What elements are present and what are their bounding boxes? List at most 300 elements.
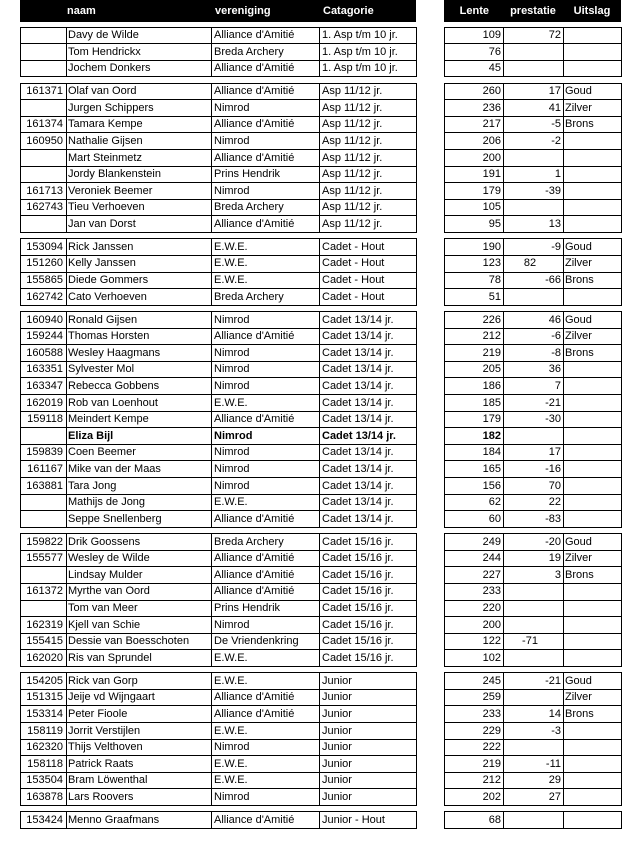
cell-prestatie: 7 — [554, 379, 561, 392]
table-row — [0, 494, 631, 510]
cell-uitslag: Goud — [565, 85, 592, 98]
cell-prestatie: 13 — [548, 217, 561, 230]
row-border — [20, 99, 621, 100]
cell-catagorie: Cadet 15/16 jr. — [322, 552, 394, 565]
cell-lente: 212 — [482, 330, 501, 343]
row-border — [20, 755, 621, 756]
cell-id: 163351 — [26, 363, 63, 376]
table-row — [0, 183, 631, 199]
cell-vereniging: Nimrod — [214, 346, 250, 359]
row-border — [20, 772, 621, 773]
cell-vereniging: Alliance d'Amitié — [214, 217, 295, 230]
table-row — [0, 345, 631, 361]
row-border — [20, 722, 621, 723]
cell-naam: Rick van Gorp — [68, 674, 138, 687]
row-border — [20, 633, 621, 634]
cell-prestatie: -66 — [545, 274, 561, 286]
cell-lente: 184 — [482, 446, 501, 459]
cell-id: 162320 — [26, 741, 63, 754]
row-border — [20, 583, 621, 584]
column-border — [66, 311, 67, 528]
cell-uitslag — [563, 478, 621, 494]
column-border — [211, 533, 212, 667]
cell-uitslag: Goud — [565, 674, 592, 687]
cell-uitslag — [563, 411, 621, 427]
column-border — [621, 27, 622, 78]
cell-prestatie: -39 — [545, 184, 561, 197]
cell-naam: Bram Löwenthal — [68, 774, 148, 787]
cell-naam: Tom Hendrickx — [68, 45, 141, 58]
header-row — [0, 0, 631, 22]
cell-id: 159839 — [26, 446, 63, 459]
row-border — [20, 427, 621, 428]
cell-naam: Kjell van Schie — [68, 618, 141, 631]
row-border — [20, 377, 621, 378]
cell-prestatie — [503, 689, 563, 705]
cell-id: 151260 — [26, 257, 63, 270]
column-border — [211, 27, 212, 78]
cell-catagorie: Cadet 15/16 jr. — [322, 602, 394, 614]
row-border — [20, 705, 621, 706]
header-vereniging-label: vereniging — [215, 5, 271, 17]
column-border — [503, 533, 504, 667]
cell-catagorie: Junior - Hout — [322, 813, 385, 826]
cell-vereniging: Alliance d'Amitié — [214, 118, 295, 131]
cell-uitslag — [563, 494, 621, 510]
cell-naam: Rick Janssen — [68, 240, 134, 253]
cell-lente: 109 — [482, 29, 501, 41]
table-row — [0, 567, 631, 583]
column-border — [503, 672, 504, 806]
cell-id — [20, 44, 66, 60]
table-row — [0, 395, 631, 411]
cell-catagorie: Cadet 15/16 jr. — [322, 535, 394, 548]
cell-catagorie: Cadet 13/14 jr. — [322, 346, 394, 359]
column-border — [503, 311, 504, 528]
cell-uitslag — [563, 812, 621, 828]
column-border — [20, 83, 21, 233]
cell-naam: Rob van Loenhout — [68, 396, 158, 409]
row-border — [20, 566, 621, 567]
row-border — [20, 76, 621, 77]
column-border — [319, 311, 320, 528]
cell-lente: 179 — [482, 184, 501, 197]
column-border — [563, 311, 564, 528]
cell-vereniging: Nimrod — [214, 618, 250, 631]
cell-prestatie: 17 — [548, 446, 561, 459]
row-border — [20, 444, 621, 445]
cell-uitslag: Zilver — [565, 552, 592, 565]
cell-uitslag — [563, 583, 621, 599]
row-border — [20, 43, 621, 44]
cell-naam: Lindsay Mulder — [68, 568, 143, 581]
cell-lente: 222 — [482, 741, 501, 754]
cell-naam: Veroniek Beemer — [68, 184, 153, 197]
cell-uitslag — [563, 44, 621, 60]
cell-uitslag: Brons — [565, 568, 594, 581]
cell-uitslag — [563, 289, 621, 305]
column-border — [20, 672, 21, 806]
cell-naam: Jeije vd Wijngaart — [68, 691, 155, 704]
cell-lente: 206 — [482, 134, 501, 147]
cell-id — [20, 100, 66, 116]
cell-lente: 105 — [482, 201, 501, 214]
cell-catagorie: Asp 11/12 jr. — [322, 151, 383, 164]
cell-naam: Thijs Velthoven — [68, 741, 143, 754]
column-border — [319, 672, 320, 806]
cell-lente: 122 — [482, 635, 501, 648]
cell-lente: 233 — [482, 585, 501, 598]
cell-prestatie: -2 — [551, 134, 561, 147]
table-row — [0, 461, 631, 477]
table-row — [0, 328, 631, 344]
table-row — [0, 706, 631, 722]
cell-vereniging: E.W.E. — [214, 774, 248, 787]
table-row — [0, 723, 631, 739]
cell-naam: Eliza Bijl — [68, 429, 114, 442]
cell-prestatie: 1 — [554, 168, 561, 181]
cell-vereniging: E.W.E. — [214, 674, 248, 687]
table-row — [0, 478, 631, 494]
cell-vereniging: Nimrod — [214, 741, 250, 754]
cell-vereniging: Prins Hendrik — [214, 602, 281, 614]
table-row — [0, 289, 631, 305]
column-border — [503, 238, 504, 305]
column-border — [20, 238, 21, 305]
cell-uitslag: Zilver — [565, 691, 592, 704]
cell-naam: Ris van Sprundel — [68, 651, 152, 664]
cell-lente: 217 — [482, 118, 501, 131]
cell-uitslag — [563, 428, 621, 444]
column-border — [211, 238, 212, 305]
table-row — [0, 600, 631, 616]
table-row — [0, 411, 631, 427]
row-border — [20, 600, 621, 601]
cell-catagorie: Junior — [322, 707, 352, 720]
cell-catagorie: Junior — [322, 790, 352, 803]
row-border — [20, 828, 621, 829]
cell-id: 160950 — [26, 134, 63, 147]
cell-uitslag — [563, 461, 621, 477]
table-row — [0, 216, 631, 232]
header-naam — [20, 0, 211, 22]
cell-naam: Dessie van Boesschoten — [68, 635, 190, 648]
group-top-border — [20, 533, 621, 534]
header-uitslag-label: Uitslag — [573, 5, 611, 17]
cell-uitslag — [563, 789, 621, 805]
cell-prestatie: -16 — [545, 462, 561, 475]
cell-id: 163347 — [26, 379, 63, 392]
column-border — [319, 533, 320, 667]
cell-prestatie: -5 — [551, 118, 561, 131]
table-row — [0, 60, 631, 76]
cell-vereniging: Nimrod — [214, 429, 253, 442]
column-border — [20, 811, 21, 829]
table-row — [0, 27, 631, 43]
group-top-border — [20, 238, 621, 239]
row-border — [20, 494, 621, 495]
cell-uitslag — [563, 633, 621, 649]
cell-uitslag — [563, 739, 621, 755]
cell-catagorie: Cadet - Hout — [322, 274, 385, 286]
table-row — [0, 116, 631, 132]
header-catagorie-label: Catagorie — [323, 5, 374, 17]
cell-vereniging: Nimrod — [214, 101, 250, 114]
header-lente — [444, 0, 503, 22]
group-top-border — [20, 311, 621, 312]
cell-uitslag — [563, 27, 621, 43]
cell-naam: Davy de Wilde — [68, 29, 139, 41]
table-row — [0, 44, 631, 60]
cell-catagorie: Cadet - Hout — [322, 240, 385, 253]
cell-vereniging: Breda Archery — [214, 45, 284, 58]
cell-vereniging: Alliance d'Amitié — [214, 813, 295, 826]
cell-vereniging: Nimrod — [214, 184, 250, 197]
cell-catagorie: Junior — [322, 724, 352, 737]
cell-naam: Mart Steinmetz — [68, 151, 142, 164]
cell-catagorie: Cadet 13/14 jr. — [322, 363, 394, 376]
column-border — [211, 811, 212, 829]
row-border — [20, 477, 621, 478]
row-border — [20, 344, 621, 345]
cell-naam: Wesley de Wilde — [68, 552, 150, 565]
cell-catagorie: Cadet 15/16 jr. — [322, 635, 394, 648]
table-row — [0, 812, 631, 828]
cell-prestatie: -3 — [551, 724, 561, 737]
cell-vereniging: E.W.E. — [214, 274, 248, 286]
cell-naam: Menno Graafmans — [68, 813, 160, 826]
cell-prestatie: 27 — [548, 790, 561, 803]
cell-lente: 260 — [482, 85, 501, 98]
cell-catagorie: Asp 11/12 jr. — [322, 184, 383, 197]
table-row — [0, 166, 631, 182]
cell-catagorie: Asp 11/12 jr. — [322, 85, 383, 98]
row-border — [20, 199, 621, 200]
cell-id — [20, 511, 66, 527]
row-border — [20, 132, 621, 133]
cell-naam: Sylvester Mol — [68, 363, 135, 376]
cell-catagorie: Cadet 15/16 jr. — [322, 651, 394, 664]
cell-id: 153504 — [26, 774, 63, 787]
row-border — [20, 689, 621, 690]
cell-lente: 219 — [482, 346, 501, 359]
cell-naam: Tamara Kempe — [68, 118, 143, 131]
cell-naam: Ronald Gijsen — [68, 313, 138, 326]
cell-prestatie — [503, 150, 563, 166]
table-row — [0, 789, 631, 805]
cell-prestatie: -9 — [551, 240, 561, 253]
cell-uitslag — [563, 617, 621, 633]
table-row — [0, 689, 631, 705]
cell-naam: Mathijs de Jong — [68, 496, 146, 509]
cell-catagorie: Cadet 13/14 jr. — [322, 396, 394, 409]
cell-lente: 227 — [482, 568, 501, 581]
cell-vereniging: E.W.E. — [214, 757, 248, 770]
cell-vereniging: Alliance d'Amitié — [214, 62, 295, 75]
cell-prestatie: -30 — [545, 413, 561, 426]
cell-catagorie: Cadet 13/14 jr. — [322, 462, 394, 475]
cell-uitslag — [563, 199, 621, 215]
cell-naam: Patrick Raats — [68, 757, 134, 770]
cell-prestatie — [503, 583, 563, 599]
cell-prestatie: -8 — [551, 346, 561, 359]
cell-vereniging: E.W.E. — [214, 257, 248, 270]
column-border — [66, 811, 67, 829]
cell-naam: Jan van Dorst — [68, 217, 136, 230]
cell-prestatie — [503, 289, 563, 305]
cell-prestatie: 72 — [548, 29, 561, 41]
column-border — [444, 83, 445, 233]
cell-catagorie: Cadet 15/16 jr. — [322, 618, 394, 631]
cell-catagorie: Asp 11/12 jr. — [322, 118, 383, 131]
cell-naam: Myrthe van Oord — [68, 585, 150, 598]
cell-id: 153424 — [26, 813, 63, 826]
column-border — [20, 311, 21, 528]
cell-prestatie — [503, 600, 563, 616]
table-row — [0, 133, 631, 149]
column-border — [503, 811, 504, 829]
row-border — [20, 666, 621, 667]
row-border — [20, 788, 621, 789]
table-row — [0, 428, 631, 444]
column-border — [211, 311, 212, 528]
cell-naam: Jorrit Verstijlen — [68, 724, 141, 737]
cell-id — [20, 150, 66, 166]
cell-id: 161167 — [27, 462, 63, 475]
table-row — [0, 617, 631, 633]
row-border — [20, 232, 621, 233]
cell-lente: 186 — [482, 379, 501, 392]
cell-prestatie — [503, 650, 563, 666]
cell-vereniging: E.W.E. — [214, 496, 248, 509]
cell-catagorie: Cadet 13/14 jr. — [322, 512, 394, 525]
column-border — [66, 238, 67, 305]
cell-lente: 51 — [488, 290, 501, 303]
cell-id: 162020 — [26, 651, 63, 664]
cell-lente: 236 — [482, 101, 501, 114]
cell-uitslag: Zilver — [565, 330, 592, 343]
column-border — [211, 83, 212, 233]
cell-uitslag: Brons — [565, 707, 594, 720]
cell-vereniging: Alliance d'Amitié — [214, 330, 295, 343]
column-border — [621, 311, 622, 528]
cell-vereniging: Prins Hendrik — [214, 168, 281, 181]
cell-lente: 212 — [482, 774, 501, 787]
cell-naam: Olaf van Oord — [68, 85, 137, 98]
cell-naam: Jurgen Schippers — [68, 101, 154, 114]
table-row — [0, 100, 631, 116]
cell-prestatie — [503, 44, 563, 60]
cell-naam: Jordy Blankenstein — [68, 168, 161, 181]
cell-uitslag — [563, 166, 621, 182]
cell-naam: Meindert Kempe — [68, 413, 149, 426]
cell-prestatie: 70 — [548, 479, 561, 492]
cell-id: 159244 — [26, 330, 63, 343]
cell-vereniging: Breda Archery — [214, 201, 284, 214]
cell-lente: 219 — [482, 757, 501, 770]
cell-lente: 191 — [482, 168, 501, 181]
cell-lente: 226 — [482, 313, 501, 326]
cell-lente: 60 — [488, 512, 501, 525]
cell-vereniging: De Vriendenkring — [214, 635, 299, 648]
cell-vereniging: E.W.E. — [214, 240, 248, 253]
table-row — [0, 534, 631, 550]
cell-uitslag — [563, 511, 621, 527]
cell-prestatie — [503, 617, 563, 633]
cell-id: 158119 — [27, 724, 63, 737]
cell-uitslag — [563, 133, 621, 149]
cell-id — [20, 428, 66, 444]
cell-id: 161371 — [26, 85, 63, 98]
cell-id: 155865 — [26, 274, 63, 286]
row-border — [20, 215, 621, 216]
cell-naam: Peter Fioole — [68, 707, 128, 720]
cell-catagorie: 1. Asp t/m 10 jr. — [322, 29, 398, 41]
cell-prestatie: 14 — [548, 707, 561, 720]
column-border — [621, 238, 622, 305]
cell-id: 155577 — [26, 552, 63, 565]
cell-vereniging: Alliance d'Amitié — [214, 29, 295, 41]
cell-vereniging: Alliance d'Amitié — [214, 585, 295, 598]
column-border — [503, 83, 504, 233]
cell-vereniging: E.W.E. — [214, 651, 248, 664]
cell-uitslag — [563, 150, 621, 166]
cell-vereniging: Nimrod — [214, 134, 250, 147]
table-row — [0, 444, 631, 460]
cell-lente: 102 — [482, 651, 501, 664]
cell-catagorie: Junior — [322, 774, 352, 787]
table-row — [0, 650, 631, 666]
table-row — [0, 633, 631, 649]
header-uitslag — [563, 0, 621, 22]
cell-uitslag: Zilver — [565, 257, 592, 270]
cell-vereniging: Alliance d'Amitié — [214, 151, 295, 164]
cell-vereniging: E.W.E. — [214, 396, 248, 409]
row-border — [20, 510, 621, 511]
row-border — [20, 361, 621, 362]
cell-id: 155415 — [26, 635, 63, 648]
cell-prestatie: 3 — [554, 568, 561, 581]
row-border — [20, 460, 621, 461]
cell-catagorie: Junior — [322, 691, 352, 704]
cell-catagorie: Asp 11/12 jr. — [322, 217, 383, 230]
cell-prestatie: -20 — [545, 535, 561, 548]
cell-lente: 205 — [482, 363, 501, 376]
cell-catagorie: Cadet 13/14 jr. — [322, 479, 394, 492]
cell-vereniging: Nimrod — [214, 363, 250, 376]
column-border — [20, 533, 21, 667]
cell-uitslag — [563, 650, 621, 666]
cell-lente: 190 — [482, 240, 501, 253]
cell-naam: Diede Gommers — [68, 274, 149, 286]
cell-naam: Coen Beemer — [68, 446, 136, 459]
cell-id: 161372 — [26, 585, 63, 598]
cell-catagorie: Cadet 13/14 jr. — [322, 313, 394, 326]
row-border — [20, 527, 621, 528]
cell-lente: 62 — [488, 496, 501, 509]
cell-id: 160588 — [26, 346, 63, 359]
cell-vereniging: Nimrod — [214, 446, 250, 459]
cell-naam: Drik Goossens — [68, 535, 141, 548]
cell-prestatie: -83 — [545, 512, 561, 525]
cell-id — [20, 567, 66, 583]
table-row — [0, 739, 631, 755]
cell-catagorie: Cadet 13/14 jr. — [322, 496, 394, 509]
row-border — [20, 149, 621, 150]
cell-naam: Jochem Donkers — [68, 62, 151, 75]
cell-uitslag: Brons — [565, 274, 594, 286]
cell-id: 158118 — [27, 757, 63, 770]
